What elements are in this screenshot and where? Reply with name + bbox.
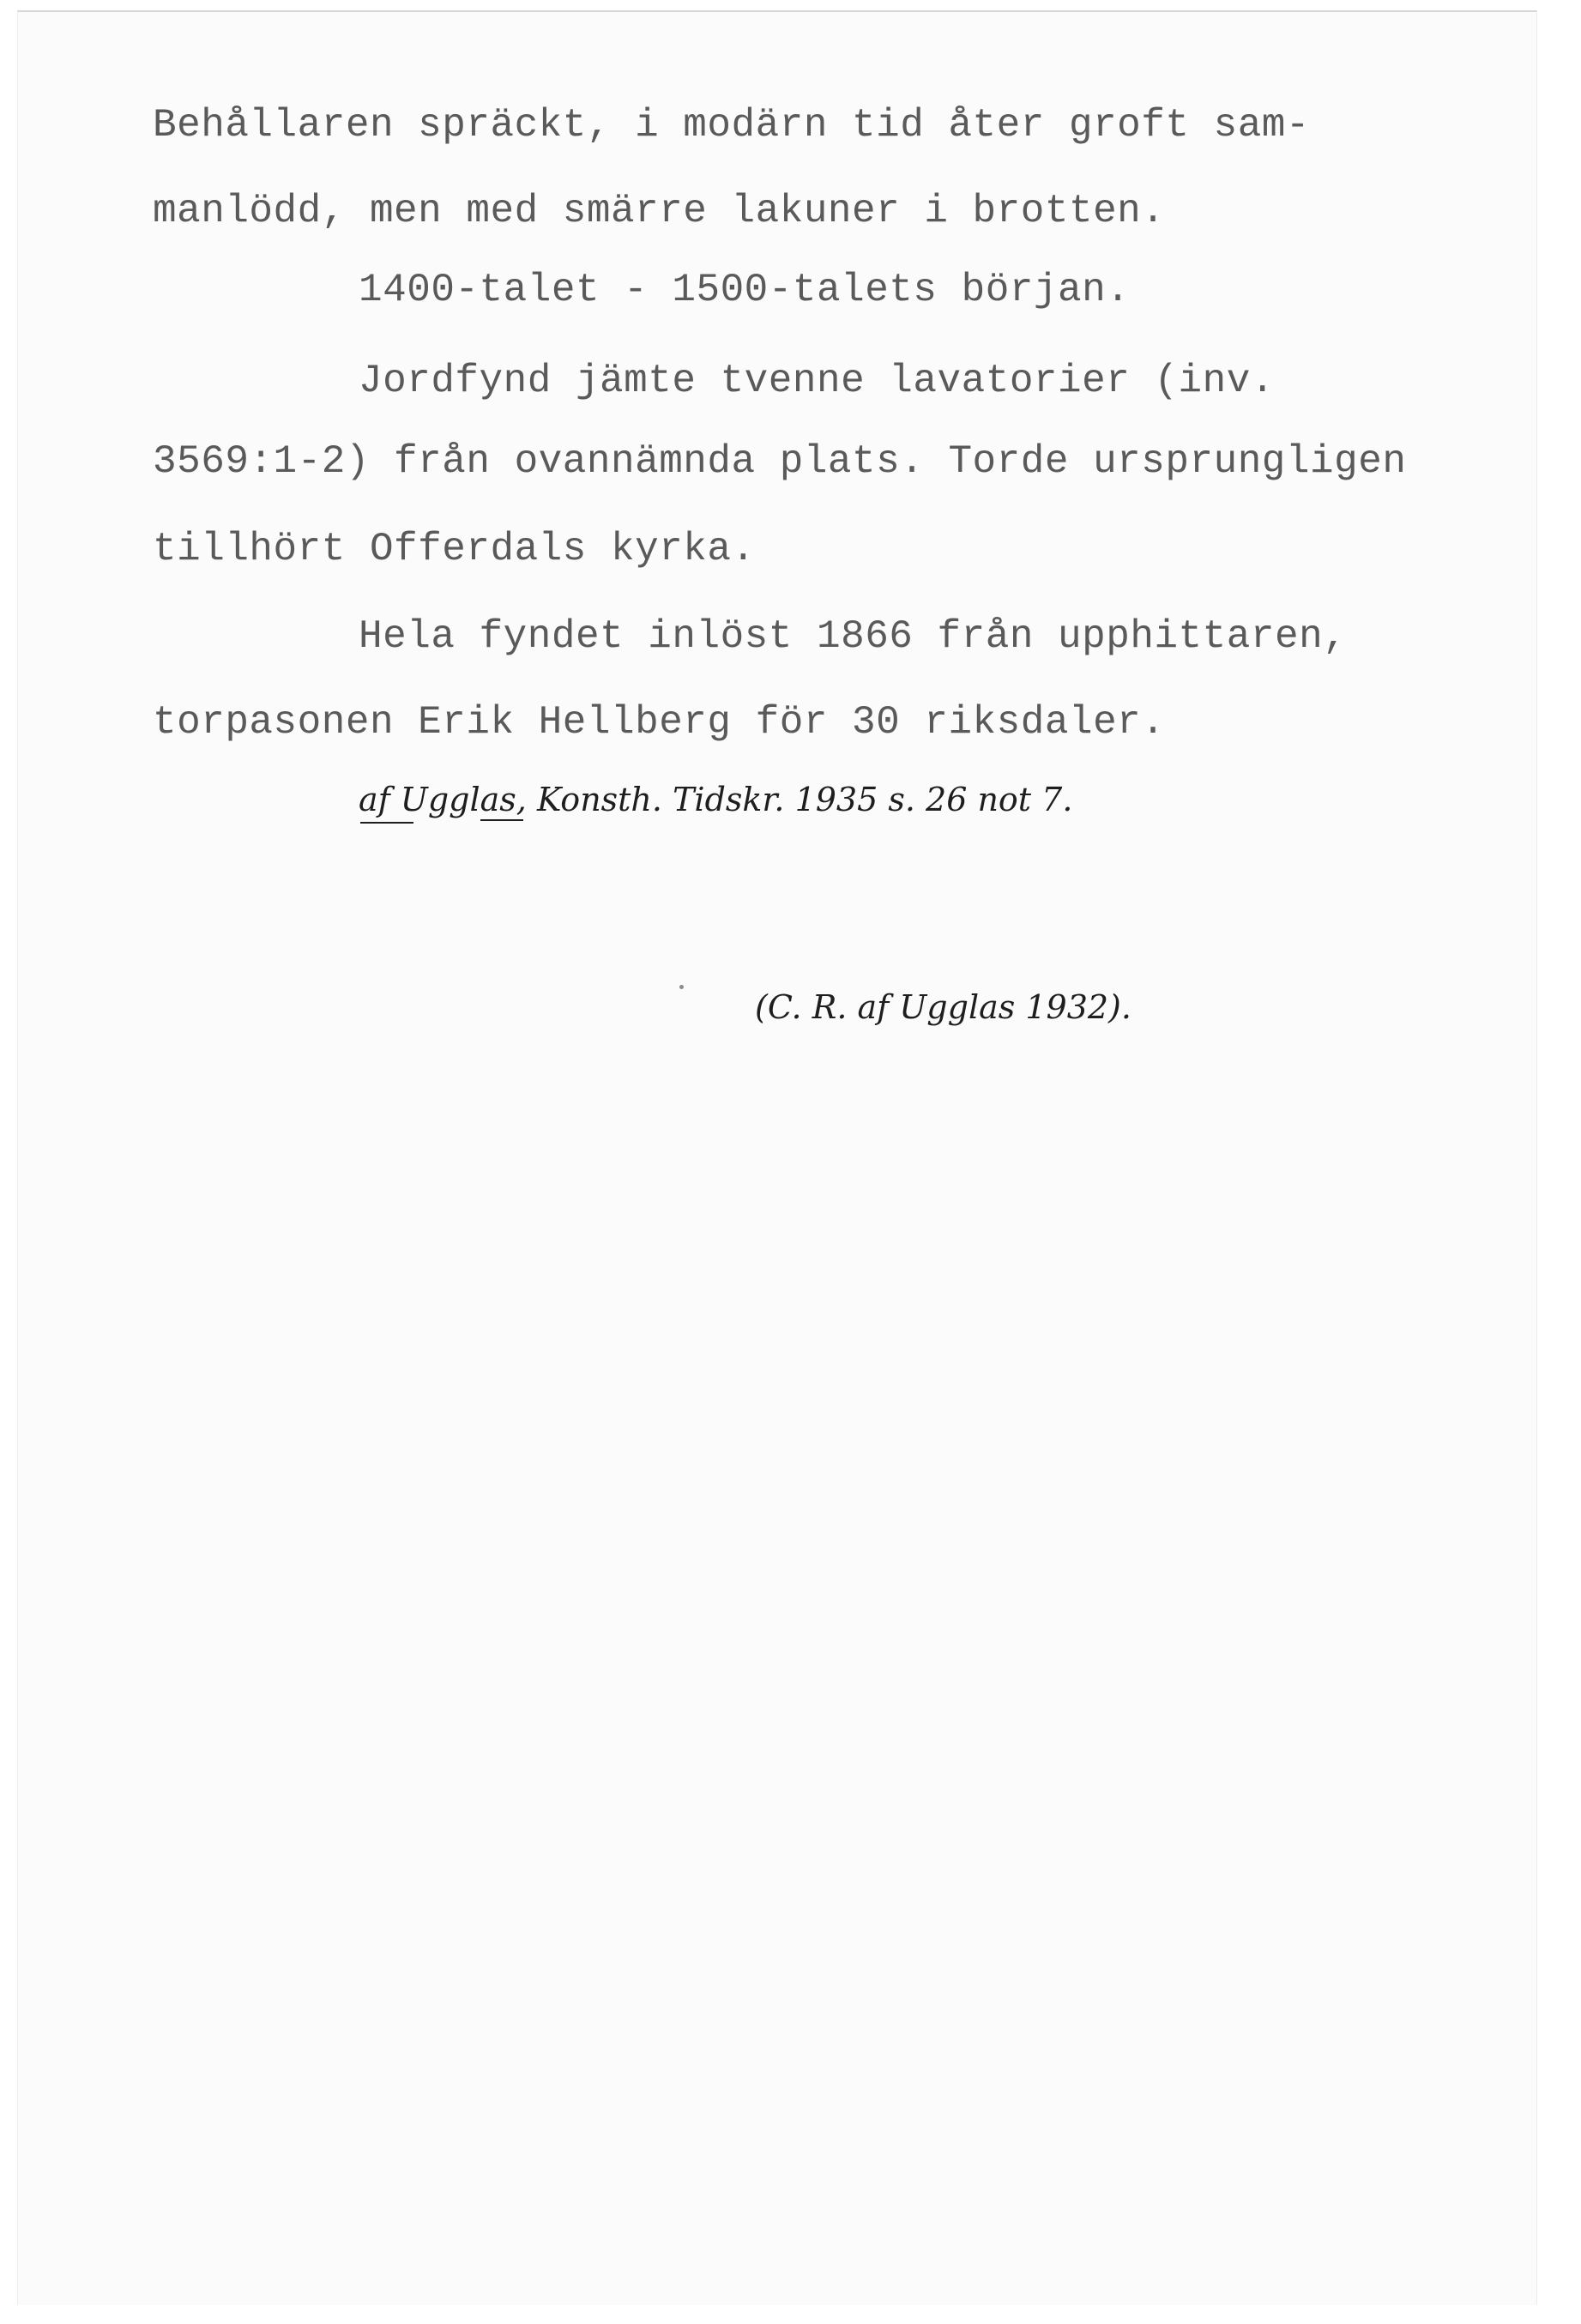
- typed-line-1: Behållaren spräckt, i modärn tid åter groft sam-: [153, 103, 1311, 148]
- underline-ugglas: [480, 819, 523, 821]
- ink-speck: [679, 985, 684, 989]
- typed-line-5: 3569:1-2) från ovannämnda plats. Torde ursprungligen: [153, 439, 1407, 484]
- typed-line-3: 1400-talet - 1500-talets början.: [359, 268, 1131, 312]
- typed-line-6: tillhört Offerdals kyrka.: [153, 527, 756, 571]
- catalog-card: [17, 10, 1537, 2305]
- typed-line-2: manlödd, men med smärre lakuner i brotten.: [153, 189, 1166, 233]
- handwritten-signature: (C. R. af Ugglas 1932).: [755, 988, 1131, 1026]
- handwritten-reference: af Ugglas, Konsth. Tidskr. 1935 s. 26 not 7.: [359, 781, 1073, 818]
- typed-line-8: torpasonen Erik Hellberg för 30 riksdaler.: [153, 700, 1166, 745]
- typed-line-4: Jordfynd jämte tvenne lavatorier (inv.: [359, 359, 1275, 403]
- underline-af: [360, 822, 413, 824]
- typed-line-7: Hela fyndet inlöst 1866 från upphittaren,: [359, 614, 1348, 659]
